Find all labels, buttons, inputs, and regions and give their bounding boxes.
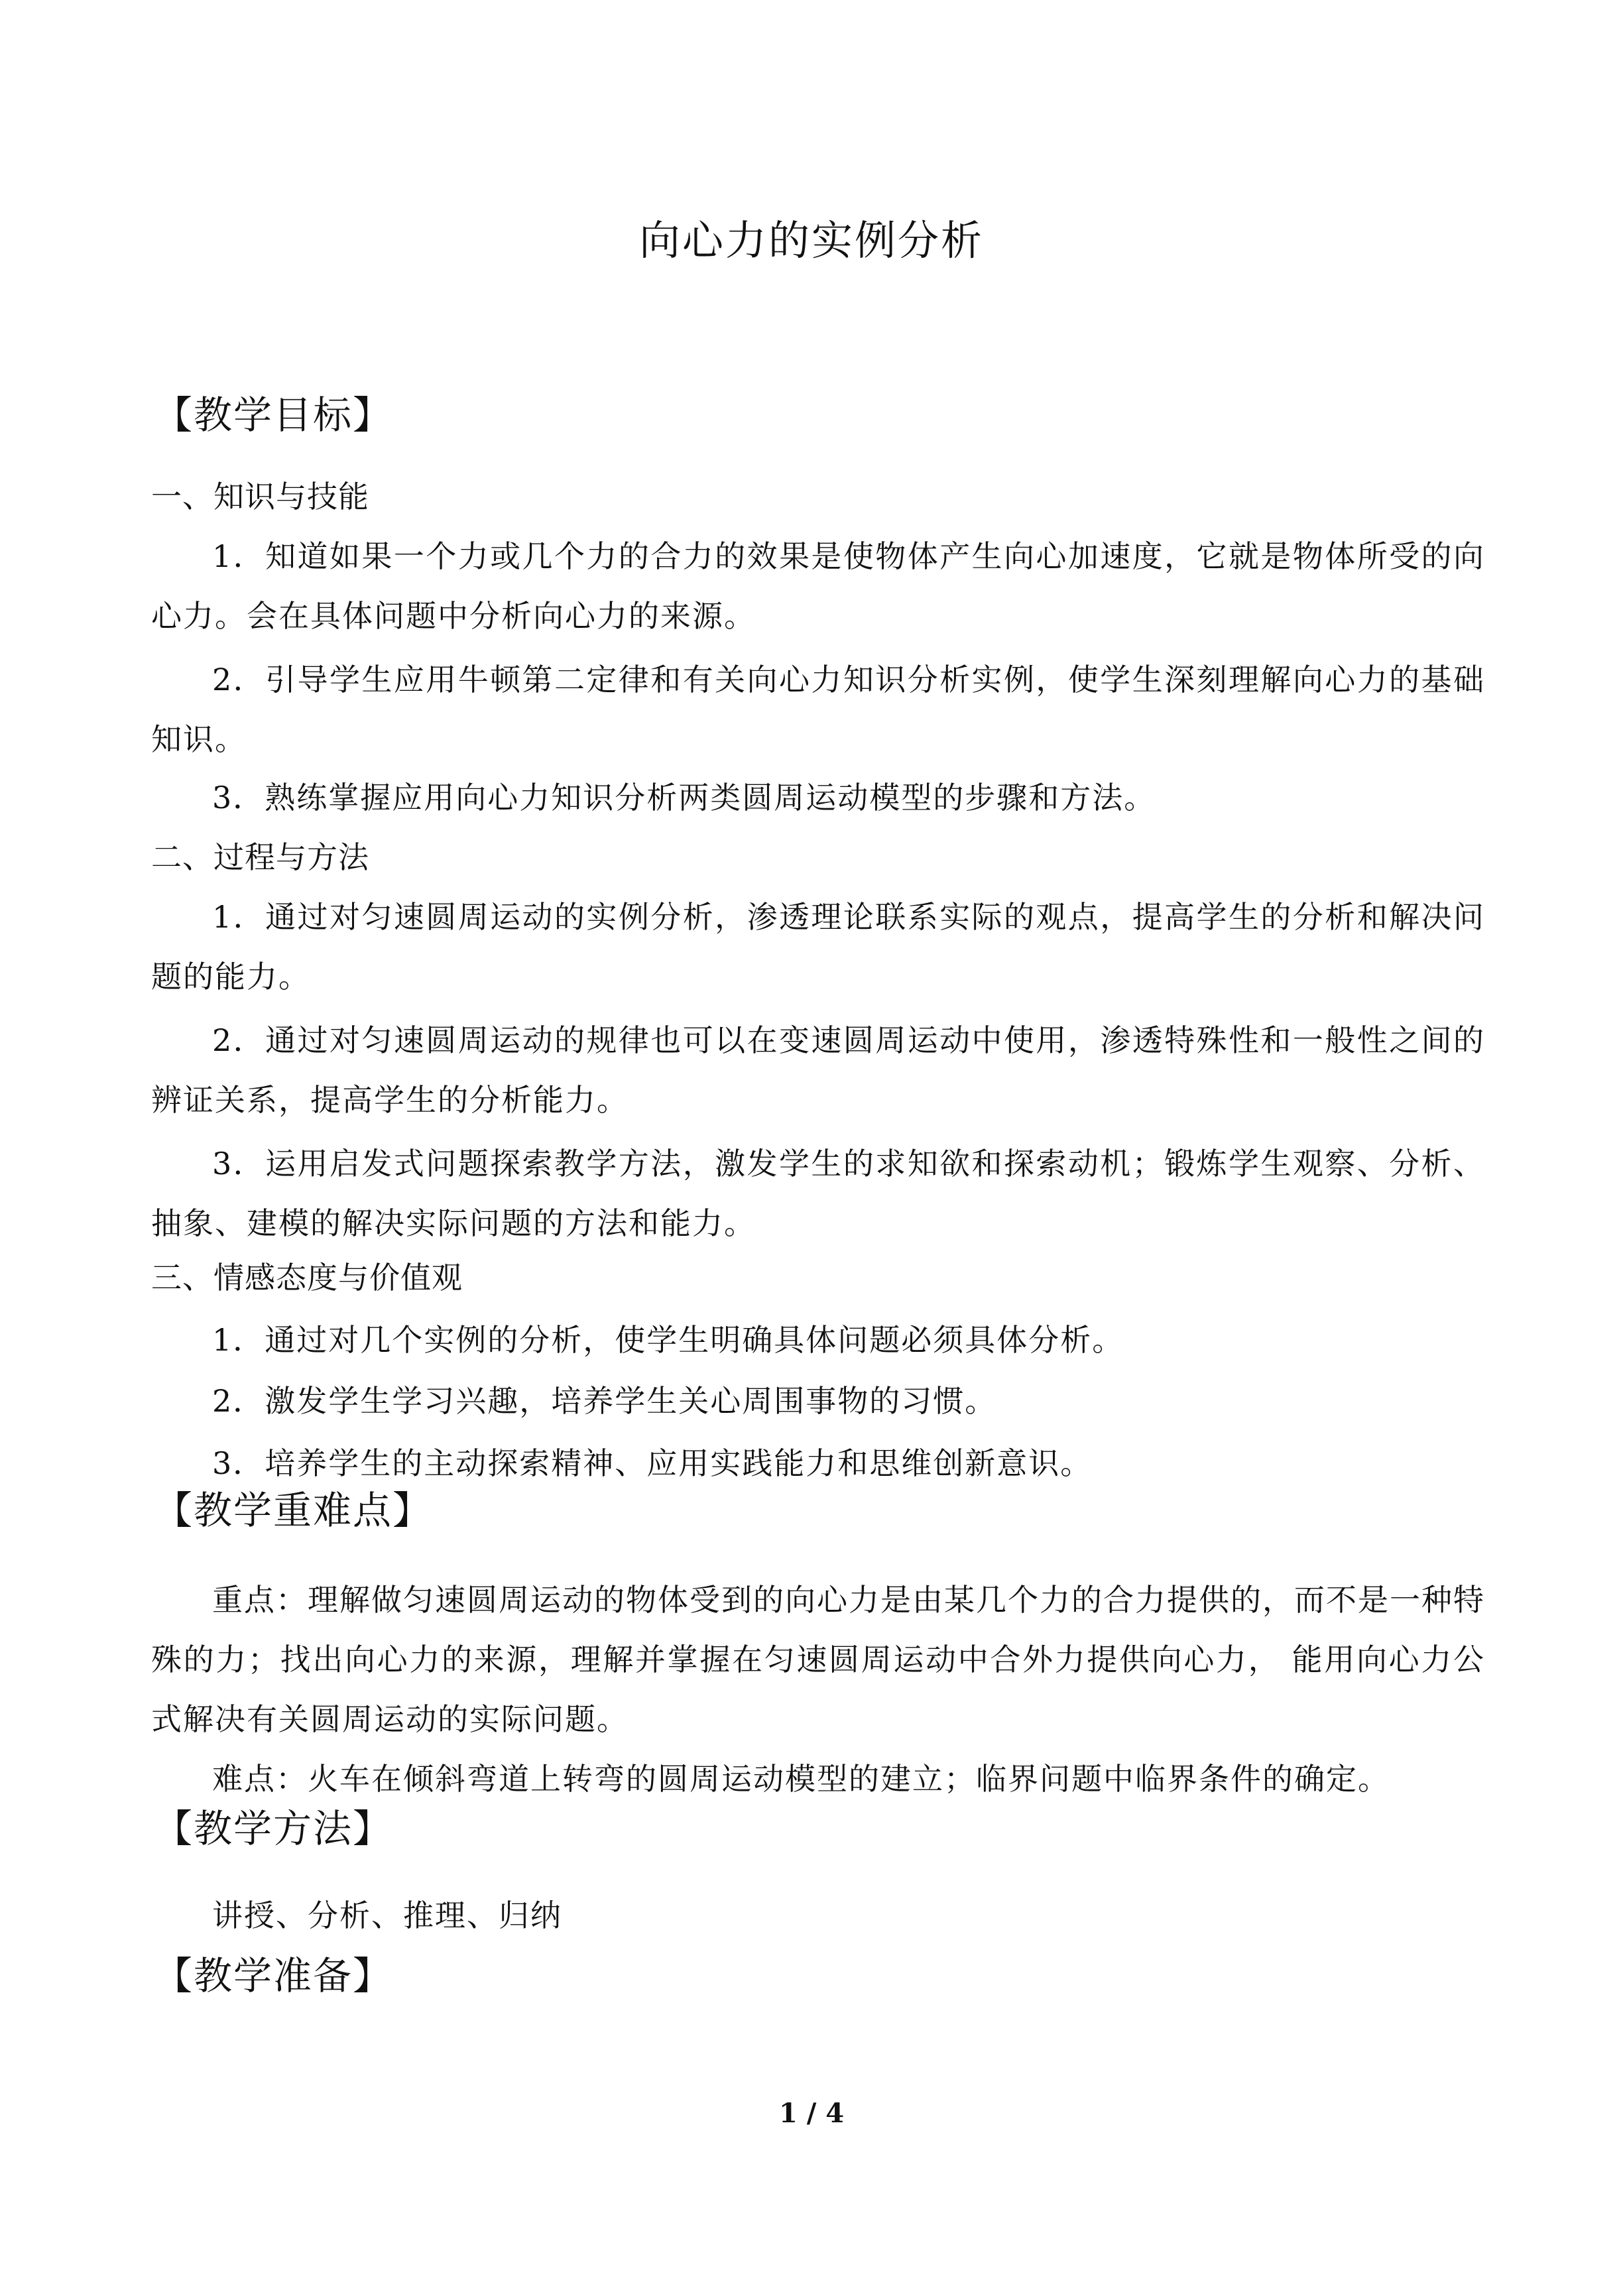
process-item-1: 1．通过对匀速圆周运动的实例分析，渗透理论联系实际的观点，提高学生的分析和解决问题的能力。: [151, 899, 1485, 995]
subheading-emotion: 三、情感态度与价值观: [151, 1260, 463, 1296]
section-heading-keypoints: 【教学重难点】: [154, 1488, 433, 1533]
section-heading-methods: 【教学方法】: [154, 1806, 393, 1851]
methods-text: 讲授、分析、推理、归纳: [212, 1898, 562, 1933]
emotion-item-3: 3．培养学生的主动探索精神、应用实践能力和思维创新意识。: [212, 1445, 1093, 1481]
subheading-knowledge: 一、知识与技能: [151, 479, 369, 514]
knowledge-item-3: 3．熟练掌握应用向心力知识分析两类圆周运动模型的步骤和方法。: [212, 780, 1156, 816]
page-number: 1 / 4: [778, 2098, 845, 2129]
page-title: 向心力的实例分析: [638, 216, 984, 265]
knowledge-item-1: 1．知道如果一个力或几个力的合力的效果是使物体产生向心加速度，它就是物体所受的向心力。会在具体问题中分析向心力的来源。: [151, 538, 1485, 634]
subheading-process: 二、过程与方法: [151, 839, 369, 875]
emotion-item-1: 1．通过对几个实例的分析，使学生明确具体问题必须具体分析。: [212, 1322, 1124, 1358]
process-item-2: 2．通过对匀速圆周运动的规律也可以在变速圆周运动中使用，渗透特殊性和一般性之间的辨证关系，提高学生的分析能力。: [151, 1022, 1485, 1118]
knowledge-item-2: 2．引导学生应用牛顿第二定律和有关向心力知识分析实例，使学生深刻理解向心力的基础知识。: [151, 662, 1485, 757]
process-item-3: 3．运用启发式问题探索教学方法，激发学生的求知欲和探索动机；锻炼学生观察、分析、抽象、建模的解决实际问题的方法和能力。: [151, 1146, 1485, 1241]
keypoint-difficult: 难点：火车在倾斜弯道上转弯的圆周运动模型的建立；临界问题中临界条件的确定。: [212, 1761, 1390, 1797]
emotion-item-2: 2．激发学生学习兴趣，培养学生关心周围事物的习惯。: [212, 1383, 997, 1419]
section-heading-objectives: 【教学目标】: [154, 393, 393, 438]
keypoint-key: 重点：理解做匀速圆周运动的物体受到的向心力是由某几个力的合力提供的，而不是一种特殊的力；找出向心力的来源，理解并掌握在匀速圆周运动中合外力提供向心力， 能用向心力公式解决有关圆周运动的实际问题。: [151, 1582, 1485, 1737]
section-heading-preparation: 【教学准备】: [154, 1953, 393, 1998]
